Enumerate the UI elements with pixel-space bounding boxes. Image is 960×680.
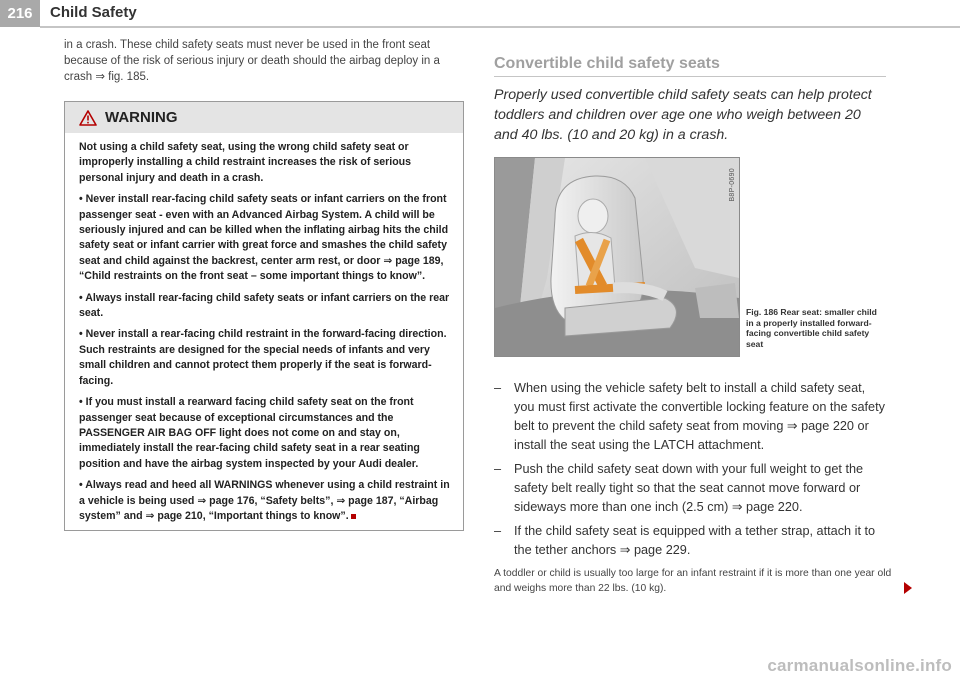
- figure-code: B8P-0690: [729, 168, 736, 202]
- bullet-dash: –: [494, 462, 502, 476]
- figure: [494, 157, 894, 379]
- warning-paragraph: Not using a child safety seat, using the wrong child safety seat or improperly installing a child restraint increases the risk of serious personal injury and death in a crash.: [79, 141, 412, 184]
- note-body: A toddler or child is usually too large for an infant restraint if it is more than one year old and weighs more than 22 lbs. (10 kg).: [494, 568, 892, 594]
- warning-body: [65, 133, 463, 530]
- warning-triangle-icon: [79, 110, 97, 126]
- bullet-dash: –: [494, 381, 502, 395]
- header-rule: [40, 26, 960, 28]
- section-rule: [494, 76, 886, 77]
- list-item-text: When using the vehicle safety belt to install a child safety seat, you must first activate the convertible locking feature on the safety belt to prevent the child safety seat from moving ⇒ page 220 or install the seat using the LATCH attachment.: [514, 381, 885, 452]
- warning-box: [64, 101, 464, 531]
- right-column: [494, 55, 894, 596]
- intro-text: in a crash. These child safety seats must never be used in the front seat because of the risk of serious injury or death should the airbag deploy in a crash ⇒ fig. 185.: [64, 39, 440, 83]
- warning-paragraph: • Always install rear-facing child safety seats or infant carriers on the rear seat.: [79, 291, 450, 320]
- list-item-text: If the child safety seat is equipped with a tether strap, attach it to the tether anchors ⇒ page 229.: [514, 524, 876, 557]
- warning-paragraph: • Never install a rear-facing child restraint in the forward-facing direction. Such restraints are designed for the special needs of infants and very small children and cannot protect them properly if the seat is forward-facing.: [79, 328, 447, 387]
- warning-paragraph: [79, 478, 453, 524]
- warning-paragraph: • If you must install a rearward facing child safety seat on the front passenger seat because of exceptional circumstances and the PASSENGER AIR BAG OFF light does not come on and stay on, immediately install the rear-facing child safety seat in a rear seating position and have the airbag system inspected by your Audi dealer.: [79, 396, 420, 470]
- child-seat-illustration: [495, 158, 739, 356]
- warning-paragraph: • Never install rear-facing child safety seats or infant carriers on the front passenger seat - even with an Advanced Airbag System. A child will be seriously injured and can be killed when the inflating airbag hits the child safety seat or infant carrier with great force and smashes the child safety seat and child against the backrest, center arm rest, or door ⇒ page 189, “Child restraints on the front seat – some important things to know”.: [79, 193, 449, 283]
- warning-paragraph-text: • Always read and heed all WARNINGS whenever using a child restraint in a vehicle is being used ⇒ page 176, “Safety belts”, ⇒ page 187, “Airbag system” and ⇒ page 210, “Important things to know”.: [79, 479, 450, 522]
- section-lead: Properly used convertible child safety seats can help protect toddlers and children over age one who weigh between 20 and 40 lbs. (10 and 20 kg) in a crash.: [494, 87, 872, 143]
- list-item: [494, 460, 886, 517]
- section-end-marker-icon: [351, 514, 356, 519]
- instruction-list: [494, 379, 886, 560]
- warning-header: [65, 102, 463, 133]
- note-text: [494, 567, 894, 596]
- continue-arrow-icon: [904, 582, 912, 594]
- list-item-text: Push the child safety seat down with your full weight to get the safety belt really tight so that the seat cannot move forward or sideways more than one inch (2.5 cm) ⇒ page 220.: [514, 462, 864, 514]
- figure-caption: Fig. 186 Rear seat: smaller child in a properly installed forward-facing convertible child safety seat: [746, 307, 877, 349]
- figure-image: [494, 157, 740, 357]
- chapter-title: Child Safety: [50, 4, 137, 21]
- warning-title: WARNING: [105, 109, 178, 126]
- watermark: carmanualsonline.info: [767, 656, 952, 675]
- left-column: [64, 37, 464, 531]
- page-number: 216: [0, 0, 40, 27]
- list-item: [494, 379, 886, 455]
- section-title: Convertible child safety seats: [494, 55, 720, 72]
- bullet-dash: –: [494, 524, 502, 538]
- list-item: [494, 522, 886, 560]
